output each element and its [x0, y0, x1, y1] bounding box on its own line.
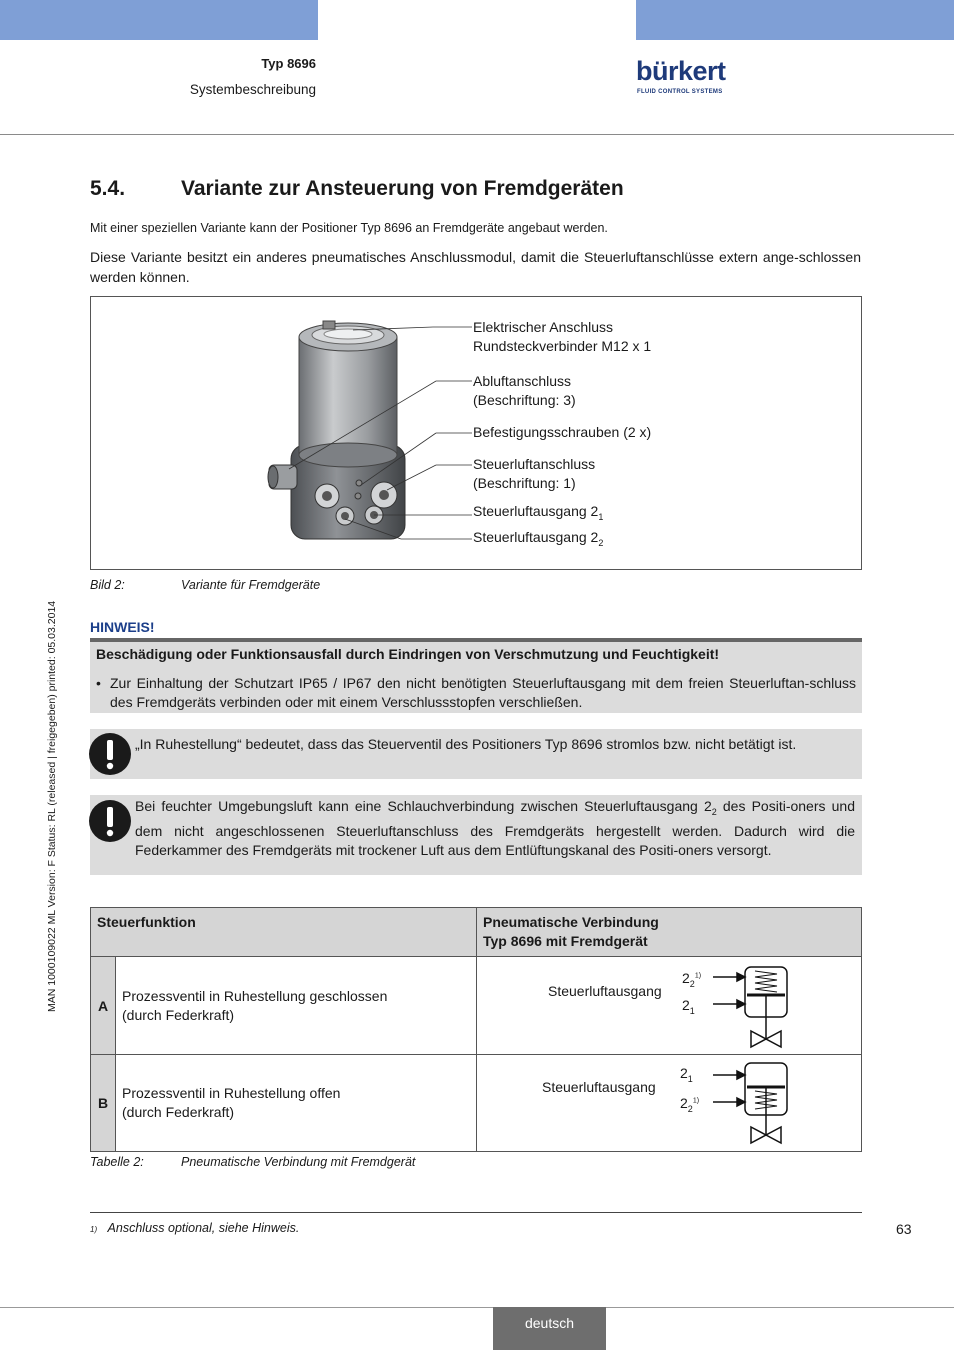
header-subtitle: Systembeschreibung [189, 82, 316, 97]
figure-caption-number: Bild 2: [90, 578, 125, 592]
section-title: Variante zur Ansteuerung von Fremdgeräten [181, 177, 624, 200]
valve-closed-symbol [711, 959, 791, 1055]
row-connection [477, 1055, 862, 1152]
label-electrical: Elektrischer Anschluss Rundsteckverbinder M12 x 1 [473, 319, 652, 354]
side-print-info: MAN 1000109022 ML Version: F Status: RL (released | freigegeben) printed: 05.03.2014 [46, 600, 58, 1012]
label-exhaust: Abluftanschluss (Beschriftung: 3) [473, 373, 576, 408]
row-connection [477, 957, 862, 1055]
brand-logo: bürkert [636, 56, 726, 86]
variant-paragraph: Diese Variante besitzt ein anderes pneumatisches Anschlussmodul, damit die Steuerluftanschlüsse extern ange-schlossen werden können. [90, 249, 861, 285]
row-description: Prozessventil in Ruhestellung geschlossen (durch Federkraft) [116, 957, 477, 1055]
top-bar-right [636, 0, 954, 40]
port-bottom: $2_1$ [682, 997, 695, 1016]
port-bottom: $2_2^{1)}$ [680, 1095, 700, 1114]
footnote: 1) Anschluss optional, siehe Hinweis. [90, 1221, 300, 1235]
brand-tagline: FLUID CONTROL SYSTEMS [637, 89, 723, 95]
table-header-connection: Pneumatische Verbindung Typ 8696 mit Fremdgerät [477, 908, 862, 957]
intro-paragraph: Mit einer speziellen Variante kann der Positioner Typ 8696 an Fremdgeräte angebaut werden. [90, 221, 608, 235]
label-output-21: Steuerluftausgang $2_1$ [473, 503, 604, 522]
table-caption-text: Pneumatische Verbindung mit Fremdgerät [181, 1155, 416, 1169]
figure-caption-text: Variante für Fremdgeräte [181, 578, 321, 592]
notice-box [90, 642, 862, 713]
section-number: 5.4. [90, 177, 126, 200]
row-letter: A [91, 957, 116, 1055]
notice-bullet: Zur Einhaltung der Schutzart IP65 / IP67 den nicht benötigten Steuerluftausgang mit dem freien Steuerluftan-schluss des Fremdgeräts verbinden oder mit einem Verschlussstopfen verschließen. [110, 675, 856, 710]
notice-label: HINWEIS! [90, 619, 155, 635]
warning-box-1 [90, 729, 862, 779]
footnote-divider [90, 1212, 862, 1213]
table-row [91, 1055, 862, 1152]
warning-text-2: Bei feuchter Umgebungsluft kann eine Schlauchverbindung zwischen Steuerluftausgang $2_2$ des Positi-oners und dem nicht angeschlossenen Steuerluftanschluss des Fremdgeräts hergestellt werden. Dadurch wird die Federkammer des Fremdgeräts mit trockener Luft aus dem Entlüftungskanal des Positi-oners versorgt. [135, 798, 855, 858]
table-row [91, 957, 862, 1055]
page-number: 63 [896, 1221, 912, 1237]
connection-label: Steuerluftausgang [548, 983, 662, 999]
table-caption-number: Tabelle 2: [90, 1155, 144, 1169]
exclamation-icon [88, 732, 132, 776]
language-tab: deutsch [493, 1307, 606, 1350]
top-bar-left [0, 0, 318, 40]
control-function-table [90, 907, 862, 1152]
header-type: Typ 8696 [261, 56, 316, 71]
warning-box-2 [90, 795, 862, 875]
header-divider [0, 134, 954, 135]
exclamation-icon [88, 799, 132, 843]
label-screws: Befestigungsschrauben (2 x) [473, 424, 652, 440]
label-control-air-port: Steuerluftanschluss (Beschriftung: 1) [473, 456, 596, 491]
figure-box [90, 296, 862, 570]
label-output-22: Steuerluftausgang $2_2$ [473, 529, 604, 548]
port-top: $2_2^{1)}$ [682, 970, 702, 989]
port-top: $2_1$ [680, 1065, 693, 1084]
warning-text-1: „In Ruhestellung“ bedeutet, dass das Steuerventil des Positioners Typ 8696 stromlos bzw. nicht betätigt ist. [135, 736, 797, 752]
notice-heading: Beschädigung oder Funktionsausfall durch Eindringen von Verschmutzung und Feuchtigkeit! [96, 646, 720, 662]
connection-label: Steuerluftausgang [542, 1079, 656, 1095]
valve-open-symbol [711, 1057, 791, 1153]
bottom-divider [0, 1307, 954, 1308]
row-letter: B [91, 1055, 116, 1152]
bullet-dot: • [96, 675, 101, 691]
row-description: Prozessventil in Ruhestellung offen (durch Federkraft) [116, 1055, 477, 1152]
table-header-function: Steuerfunktion [91, 908, 477, 957]
